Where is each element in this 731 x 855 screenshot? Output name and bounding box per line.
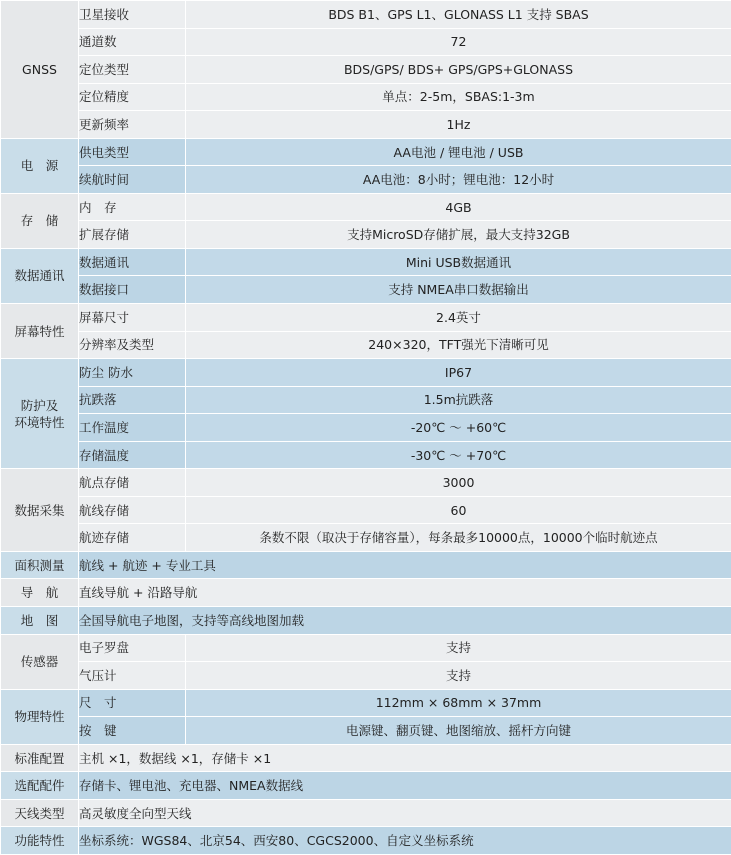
table-row [1,524,731,552]
value-cell: 112mm × 68mm × 37mm [186,689,731,717]
param-cell: 存储温度 [79,441,186,469]
table-row [1,441,731,469]
value-cell: 高灵敏度全向型天线 [79,799,731,827]
table-row [1,662,731,690]
param-cell: 定位类型 [79,56,186,84]
category-cell: 物理特性 [1,689,79,744]
category-cell: 存 储 [1,193,79,248]
table-row [1,744,731,772]
param-cell: 数据接口 [79,276,186,304]
param-cell: 尺 寸 [79,689,186,717]
table-row [1,1,731,29]
param-cell: 分辨率及类型 [79,331,186,359]
value-cell: AA电池 / 锂电池 / USB [186,138,731,166]
table-row [1,689,731,717]
param-cell: 更新频率 [79,111,186,139]
value-cell: 直线导航 + 沿路导航 [79,579,731,607]
param-cell: 航线存储 [79,496,186,524]
value-cell: AA电池：8小时；锂电池：12小时 [186,166,731,194]
value-cell: 3000 [186,469,731,497]
table-row [1,496,731,524]
category-cell: 选配配件 [1,772,79,800]
param-cell: 航点存储 [79,469,186,497]
param-cell: 防尘 防水 [79,359,186,387]
param-cell: 工作温度 [79,414,186,442]
value-cell: 全国导航电子地图，支持等高线地图加载 [79,607,731,635]
value-cell: 4GB [186,193,731,221]
value-cell: -30℃ ～ +70℃ [186,441,731,469]
param-cell: 内 存 [79,193,186,221]
value-cell: 2.4英寸 [186,304,731,332]
value-cell: -20℃ ～ +60℃ [186,414,731,442]
category-cell: 数据通讯 [1,248,79,303]
table-row [1,469,731,497]
table-row [1,166,731,194]
value-cell: 240×320，TFT强光下清晰可见 [186,331,731,359]
param-cell: 通道数 [79,28,186,56]
table-row [1,331,731,359]
table-row [1,414,731,442]
value-cell: 主机 ×1，数据线 ×1，存储卡 ×1 [79,744,731,772]
param-cell: 定位精度 [79,83,186,111]
param-cell: 屏幕尺寸 [79,304,186,332]
value-cell: 电源键、翻页键、地图缩放、摇杆方向键 [186,717,731,745]
table-row [1,111,731,139]
value-cell: 60 [186,496,731,524]
value-cell: 支持 NMEA串口数据输出 [186,276,731,304]
param-cell: 按 键 [79,717,186,745]
table-row [1,551,731,579]
value-cell: 条数不限（取决于存储容量），每条最多10000点，10000个临时航迹点 [186,524,731,552]
table-row [1,83,731,111]
value-cell: 1.5m抗跌落 [186,386,731,414]
value-cell: 72 [186,28,731,56]
table-row [1,386,731,414]
category-line: 环境特性 [1,414,78,431]
category-cell [1,359,79,469]
value-cell: 坐标系统：WGS84、北京54、西安80、CGCS2000、自定义坐标系统 [79,827,731,855]
param-cell: 抗跌落 [79,386,186,414]
param-cell: 气压计 [79,662,186,690]
table-row [1,634,731,662]
category-cell: 功能特性 [1,827,79,855]
category-cell: 天线类型 [1,799,79,827]
param-cell: 卫星接收 [79,1,186,29]
category-cell: GNSS [1,1,79,139]
table-row [1,138,731,166]
table-row [1,56,731,84]
param-cell: 扩展存储 [79,221,186,249]
category-cell: 地 图 [1,607,79,635]
table-row [1,28,731,56]
value-cell: 单点：2-5m，SBAS:1-3m [186,83,731,111]
value-cell: BDS/GPS/ BDS+ GPS/GPS+GLONASS [186,56,731,84]
table-row [1,607,731,635]
value-cell: 支持 [186,634,731,662]
value-cell: BDS B1、GPS L1、GLONASS L1 支持 SBAS [186,1,731,29]
category-cell: 导 航 [1,579,79,607]
param-cell: 数据通讯 [79,248,186,276]
table-row [1,772,731,800]
value-cell: 存储卡、锂电池、充电器、NMEA数据线 [79,772,731,800]
param-cell: 供电类型 [79,138,186,166]
table-row [1,827,731,855]
value-cell: 航线 + 航迹 + 专业工具 [79,551,731,579]
value-cell: 支持 [186,662,731,690]
category-cell: 屏幕特性 [1,304,79,359]
table-row [1,193,731,221]
param-cell: 航迹存储 [79,524,186,552]
category-line: 防护及 [1,397,78,414]
table-row [1,248,731,276]
value-cell: IP67 [186,359,731,387]
table-row [1,359,731,387]
value-cell: Mini USB数据通讯 [186,248,731,276]
category-cell: 标准配置 [1,744,79,772]
category-cell: 传感器 [1,634,79,689]
table-row [1,799,731,827]
category-cell: 电 源 [1,138,79,193]
table-row [1,276,731,304]
category-cell: 面积测量 [1,551,79,579]
param-cell: 电子罗盘 [79,634,186,662]
category-cell: 数据采集 [1,469,79,552]
table-row [1,304,731,332]
table-row [1,221,731,249]
value-cell: 支持MicroSD存储扩展，最大支持32GB [186,221,731,249]
table-row [1,717,731,745]
table-row [1,579,731,607]
value-cell: 1Hz [186,111,731,139]
param-cell: 续航时间 [79,166,186,194]
